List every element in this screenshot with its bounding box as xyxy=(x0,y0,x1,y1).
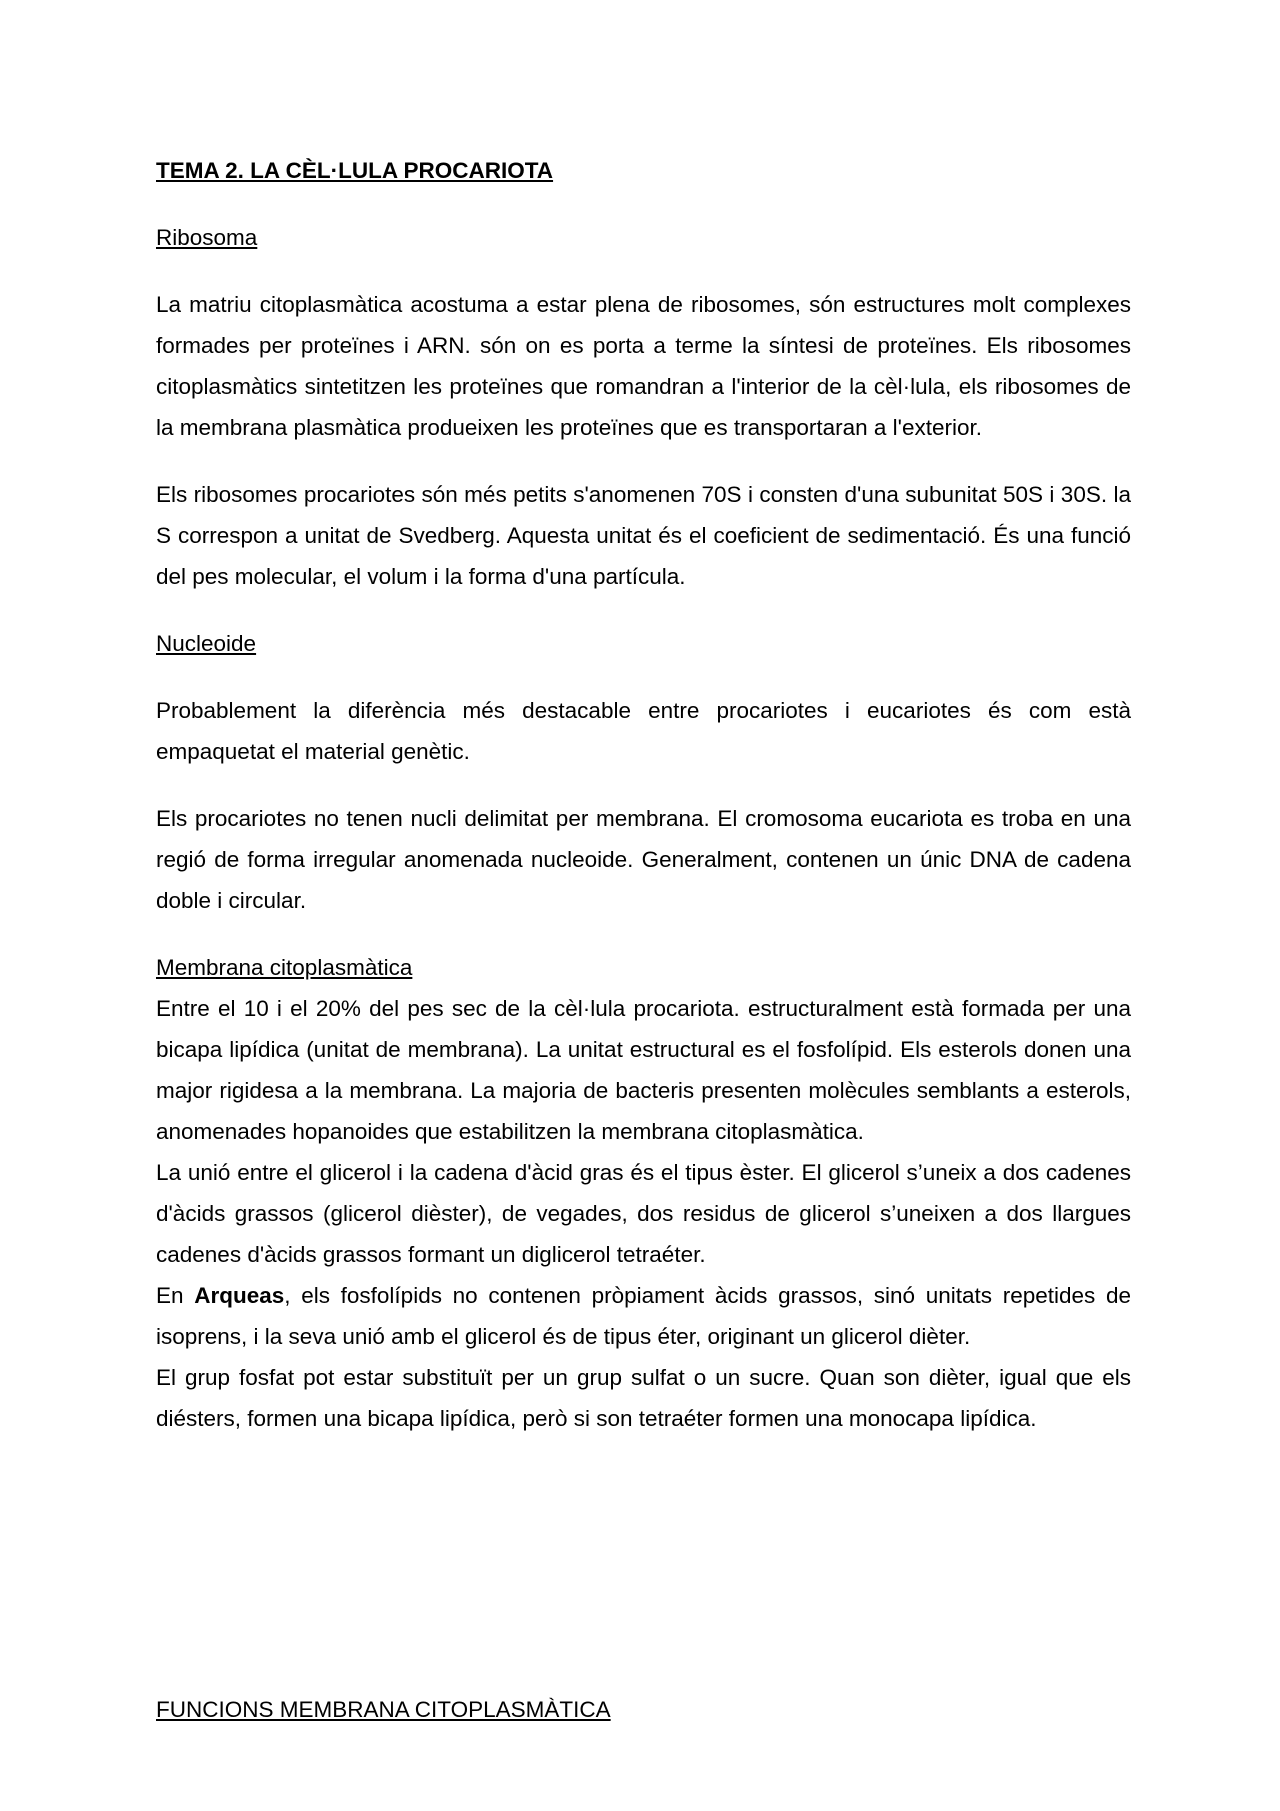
paragraph-membrana-1: Entre el 10 i el 20% del pes sec de la cèl·lula procariota. estructuralment està formada per una bicapa lipídica (unitat de membrana). La unitat estructural es el fosfolípid. Els esterols donen una major rigidesa a la membrana. La majoria de bacteris presenten molècules semblants a esterols, anomenades hopanoides que estabilitzen la membrana citoplasmàtica. xyxy=(156,996,1131,1144)
document-body xyxy=(156,150,1131,1439)
section-heading-membrana: Membrana citoplasmàtica xyxy=(156,955,413,980)
section-heading-funcions: FUNCIONS MEMBRANA CITOPLASMÀTICA xyxy=(156,1697,611,1722)
section-heading-nucleoide: Nucleoide xyxy=(156,631,257,656)
paragraph-membrana-2: La unió entre el glicerol i la cadena d'àcid gras és el tipus èster. El glicerol s’uneix a dos cadenes d'àcids grassos (glicerol dièster), de vegades, dos residus de glicerol s’uneixen a dos llargues cadenes d'àcids grassos formant un diglicerol tetraéter. xyxy=(156,1160,1131,1267)
paragraph-nucleoide-1: Probablement la diferència més destacable entre procariotes i eucariotes és com està empaquetat el material genètic. xyxy=(156,698,1131,764)
paragraph-membrana-3-rest: , els fosfolípids no contenen pròpiament àcids grassos, sinó unitats repetides de isoprens, i la seva unió amb el glicerol és de tipus éter, originant un glicerol dièter. xyxy=(156,1283,1131,1349)
section-heading-ribosoma: Ribosoma xyxy=(156,225,258,250)
page-title: TEMA 2. LA CÈL·LULA PROCARIOTA xyxy=(156,158,554,183)
arqueas-term: Arqueas xyxy=(194,1283,285,1308)
paragraph-ribosoma-2: Els ribosomes procariotes són més petits s'anomenen 70S i consten d'una subunitat 50S i 30S. la S correspon a unitat de Svedberg. Aquesta unitat és el coeficient de sedimentació. És una funció del pes molecular, el volum i la forma d'una partícula. xyxy=(156,482,1131,589)
paragraph-nucleoide-2: Els procariotes no tenen nucli delimitat per membrana. El cromosoma eucariota es troba en una regió de forma irregular anomenada nucleoide. Generalment, contenen un únic DNA de cadena doble i circular. xyxy=(156,806,1131,913)
paragraph-ribosoma-1: La matriu citoplasmàtica acostuma a estar plena de ribosomes, són estructures molt complexes formades per proteïnes i ARN. són on es porta a terme la síntesi de proteïnes. Els ribosomes citoplasmàtics sintetitzen les proteïnes que romandran a l'interior de la cèl·lula, els ribosomes de la membrana plasmàtica produeixen les proteïnes que es transportaran a l'exterior. xyxy=(156,292,1131,440)
paragraph-membrana-4: El grup fosfat pot estar substituït per un grup sulfat o un sucre. Quan son dièter, igual que els diésters, formen una bicapa lipídica, però si son tetraéter formen una monocapa lipídica. xyxy=(156,1365,1131,1431)
paragraph-membrana-3 xyxy=(156,1275,1131,1357)
paragraph-membrana-3-prefix: En xyxy=(156,1283,195,1308)
